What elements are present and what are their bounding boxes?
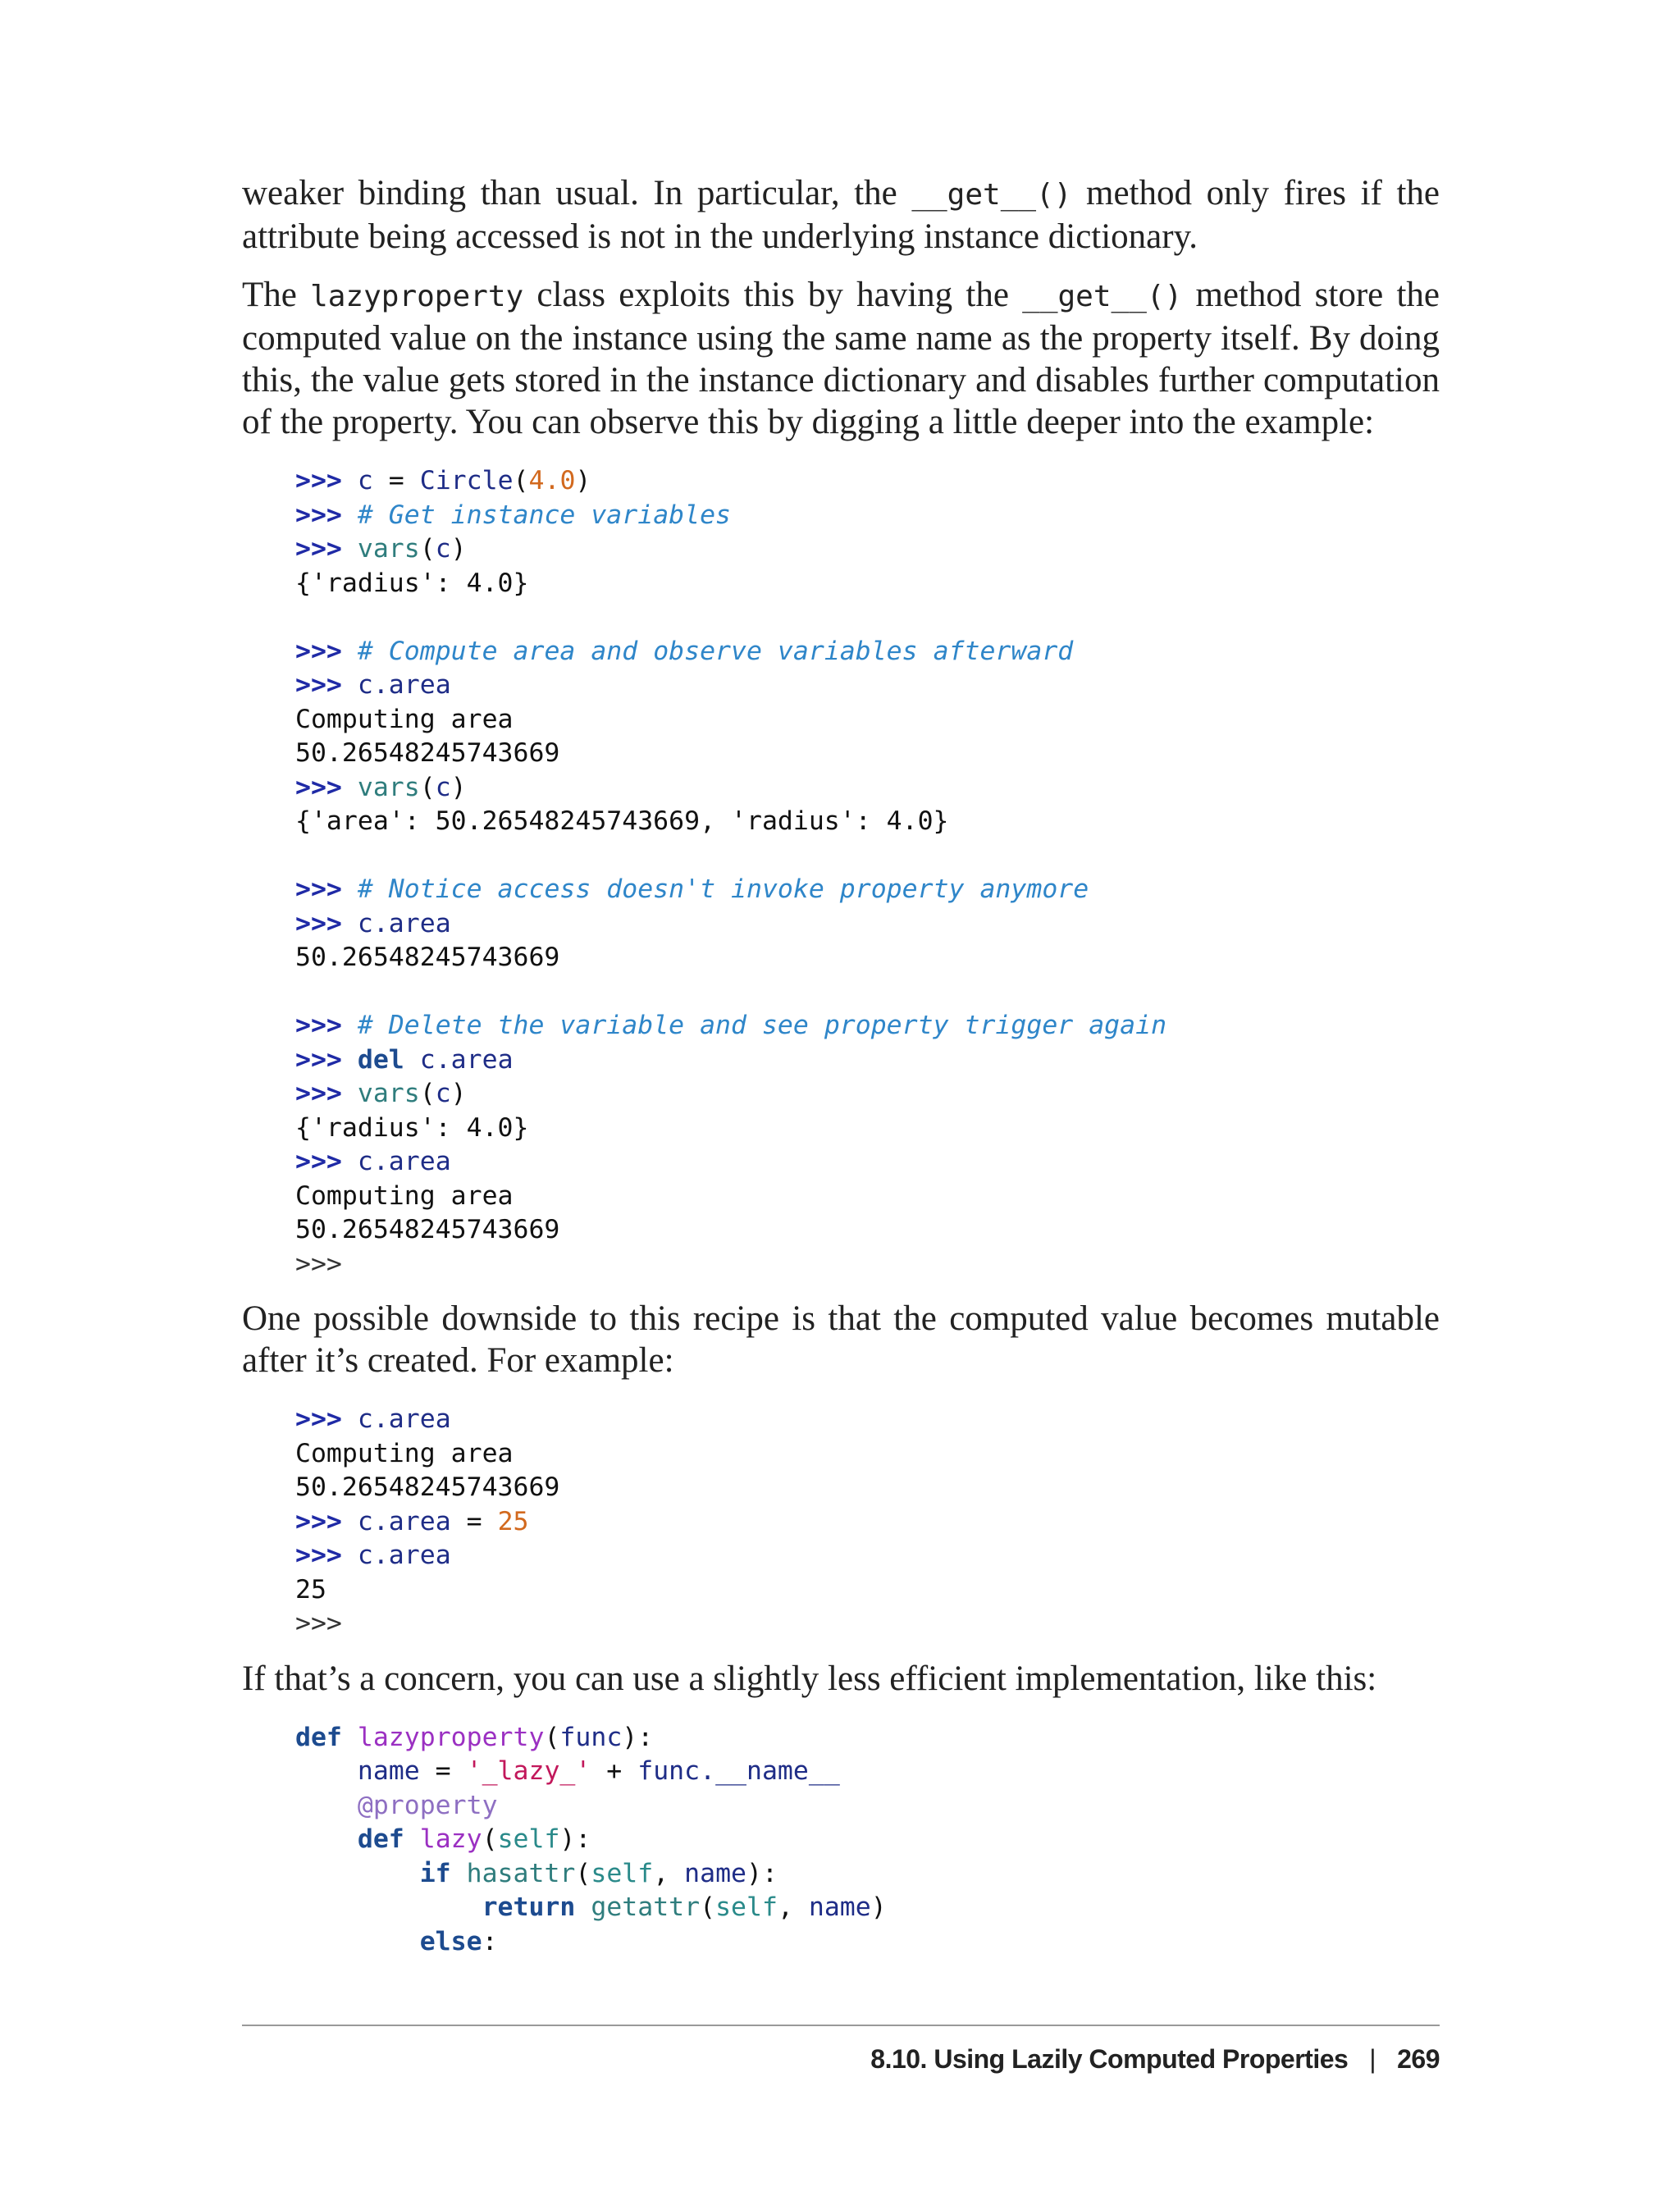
code-token: 50.26548245743669 [295,1215,560,1244]
code-token: # Delete the variable and see property trigger again [357,1011,1167,1040]
code-token: if [419,1858,451,1888]
code-token: c.area [357,670,451,700]
code-token: c.area [419,1044,514,1075]
code-token: >>> [295,1011,342,1040]
code-token: Computing area [295,704,514,734]
code-token: c [435,534,451,564]
code-token: >>> [295,1249,342,1279]
code-token: else [419,1926,482,1956]
code-token: lazy [419,1824,482,1854]
code-token: >>> [295,534,342,564]
code-token: c.area [357,1404,451,1434]
code-token: >>> [295,636,342,666]
code-token: 50.26548245743669 [295,1472,560,1502]
code-token: Circle [419,466,514,495]
footer-separator: | [1369,2044,1376,2074]
inline-code: lazyproperty [310,280,524,313]
code-token: >>> [295,1147,342,1176]
code-token: hasattr [466,1858,576,1888]
text: class exploits this by having the [523,276,1023,314]
code-token: 50.26548245743669 [295,738,560,768]
code-token: '_lazy_' [466,1756,591,1786]
code-token: name [684,1858,747,1888]
code-token: vars [357,1079,420,1108]
code-token: >>> [295,874,342,904]
code-token: >>> [295,500,342,530]
code-token: func.__name__ [637,1756,840,1786]
text: weaker binding than usual. In particular, the [242,174,912,212]
page-body [242,172,1440,1959]
code-token: 50.26548245743669 [295,943,560,972]
code-token: >>> [295,772,342,802]
code-token: name [357,1756,420,1786]
code-token: self [591,1858,654,1888]
code-token: 25 [497,1506,529,1536]
page-number: 269 [1397,2044,1440,2074]
code-token: Computing area [295,1180,514,1211]
code-block-3: def lazyproperty(func): name = '_lazy_' + func.__name__ @property def lazy(self): if hasattr(self, name): return getattr(self, name) else: [295,1722,887,1956]
code-token: {'area': 50.26548245743669, 'radius': 4.0} [295,806,949,836]
code-token: {'radius': 4.0} [295,568,529,598]
section-title: 8.10. Using Lazily Computed Properties [870,2044,1349,2074]
code-token: @property [357,1790,498,1820]
code-token: c.area [357,1541,451,1570]
code-token: vars [357,772,420,802]
code-token: {'radius': 4.0} [295,1112,529,1143]
code-token: >>> [295,1044,342,1075]
paragraph-3: One possible downside to this recipe is that the computed value becomes mutable after it’s created. For example: [242,1299,1440,1380]
code-token: 25 [295,1574,326,1605]
text: method store the computed value on the instance using the same name as the property itself. By doing this, the value gets stored in the instance dictionary and disables further computation of the property. You can observe this by digging a little deeper into the example: [242,276,1440,441]
code-token: >>> [295,1541,342,1570]
code-block-1: >>> c = Circle(4.0) >>> # Get instance variables >>> vars(c) {'radius': 4.0} >>> # Compute area and observe variables afterward >>> c.area Computing area 50.26548245743669 >>> vars(c) {'area': 50.26548245743669, 'radius': 4.0} >>> # Notice access doesn't invoke property anymore >>> c.area 50.26548245743669 >>> # Delete the variable and see property trigger again >>> del c.area >>> vars(c) {'radius': 4.0} >>> c.area Computing area 50.26548245743669 >>> [295,466,1167,1279]
code-token: c.area [357,908,451,938]
code-token: name [808,1892,871,1922]
code-token: c.area [357,1147,451,1176]
code-token: >>> [295,1079,342,1108]
code-token: lazyproperty [357,1722,545,1752]
paragraph-4: If that’s a concern, you can use a slightly less efficient implementation, like this: [242,1659,1377,1698]
code-token: c [435,772,451,802]
text: The [242,276,311,314]
code-token: c [357,466,373,495]
code-token: self [497,1824,560,1854]
code-token: c [435,1079,451,1108]
code-token: >>> [295,466,342,495]
code-block-2: >>> c.area Computing area 50.26548245743669 >>> c.area = 25 >>> c.area 25 >>> [295,1404,560,1638]
code-token: func [559,1722,623,1752]
code-token: c.area [357,1506,451,1536]
paragraph-1 [242,172,1440,258]
code-token: # Get instance variables [357,500,732,530]
code-token: >>> [295,1506,342,1536]
paragraph-2 [242,274,1440,443]
inline-code: __get__() [911,178,1072,212]
code-token: def [357,1824,404,1854]
code-token: return [482,1892,576,1922]
code-token: >>> [295,1609,342,1638]
code-token: vars [357,534,420,564]
code-token: >>> [295,1404,342,1434]
code-token: self [715,1892,778,1922]
code-token: def [295,1722,342,1752]
code-token: # Notice access doesn't invoke property anymore [357,874,1089,904]
code-token: del [357,1044,404,1075]
page-footer [242,2025,1440,2075]
code-token: >>> [295,908,342,938]
code-token: getattr [591,1892,701,1922]
code-token: # Compute area and observe variables afterward [357,636,1074,666]
code-token: >>> [295,670,342,700]
code-token: Computing area [295,1438,514,1468]
inline-code: __get__() [1022,280,1183,313]
code-token: 4.0 [528,466,576,495]
text: method only fires if the attribute being accessed is not in the underlying instance dictionary. [242,174,1440,256]
